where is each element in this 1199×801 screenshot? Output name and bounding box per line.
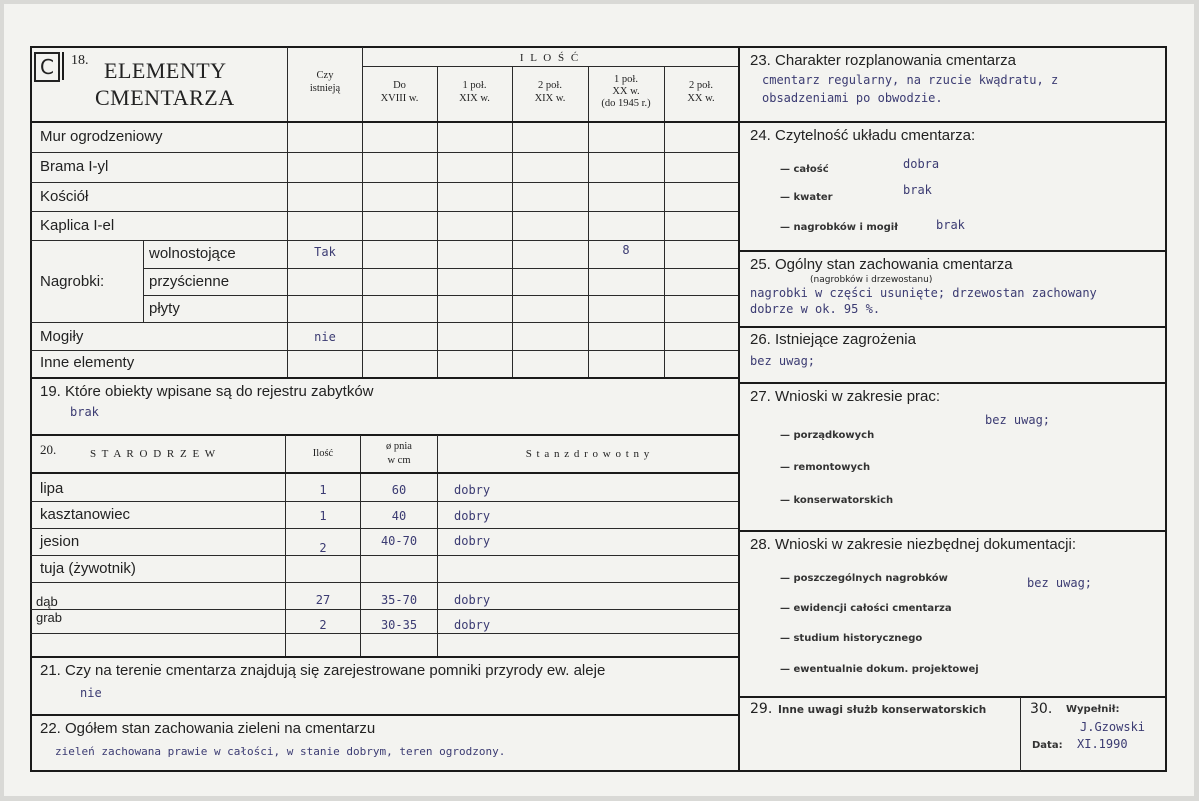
s21-value: nie <box>80 686 102 700</box>
s29-number: 29. <box>750 701 773 717</box>
s25-line1: nagrobki w części usunięte; drzewostan zachowany <box>750 286 1097 300</box>
tree-state: dobry <box>454 618 491 632</box>
s24-value-calosc: dobra <box>903 157 940 171</box>
s27-item-remontowych: — remontowych <box>780 462 871 473</box>
s21-bottom <box>30 714 738 716</box>
tree-state: dobry <box>454 534 491 548</box>
s30-wypelnil-value: J.Gzowski <box>1080 720 1146 734</box>
period-header-1-l2: XVIII w. <box>380 93 419 104</box>
s24-bottom <box>739 250 1166 252</box>
s23-line2: obsadzeniami po obwodzie. <box>762 91 943 105</box>
s26-title: 26. Istniejące zagrożenia <box>750 331 916 348</box>
period-header-3-l2: XIX w. <box>534 93 566 104</box>
tree-name: jesion <box>40 533 80 550</box>
s18-col-line <box>437 66 438 377</box>
s20-pnia-header-2: w cm <box>387 455 411 466</box>
s18-ilosc-line <box>362 66 738 67</box>
s18-col-line <box>512 66 513 377</box>
s18-col-line <box>664 66 665 377</box>
s18-row-line <box>143 268 738 269</box>
tree-qty: 2 <box>319 541 327 555</box>
s23-bottom <box>739 121 1166 123</box>
s28-item-ewidencji: — ewidencji całości cmentarza <box>780 603 952 614</box>
s18-col-line <box>588 66 589 377</box>
s18-row-line <box>30 322 738 323</box>
frame-bottom <box>30 770 1166 772</box>
s18-czy-istnieja-1: Czy <box>316 70 334 81</box>
value-wolnostojace-1945: 8 <box>622 243 630 257</box>
row-brama: Brama I-yl <box>40 158 109 175</box>
s23-line1: cmentarz regularny, na rzucie kwądratu, z <box>762 73 1059 87</box>
s20-header-line <box>30 472 738 474</box>
s25-line2: dobrze w ok. 95 %. <box>750 302 881 316</box>
s18-row-line <box>30 350 738 351</box>
row-kosciol: Kościół <box>40 188 89 205</box>
period-header-3-l1: 2 poł. <box>538 80 562 91</box>
s18-col-line <box>287 47 288 377</box>
s20-ilosc-header: Ilość <box>312 448 334 459</box>
tree-name: tuja (żywotnik) <box>40 560 136 577</box>
s20-pnia-header-1: ø pnia <box>386 441 412 452</box>
period-header-5-l1: 2 poł. <box>689 80 713 91</box>
s24-title: 24. Czytelność układu cmentarza: <box>750 127 976 144</box>
s18-nagrobki-line <box>143 240 144 322</box>
s25-subtitle: (nagrobków i drzewostanu) <box>810 275 933 285</box>
s28-title: 28. Wnioski w zakresie niezbędnej dokumentacji: <box>750 536 1076 553</box>
row-nagrobki: Nagrobki: <box>40 273 105 290</box>
period-header-2-l2: XIX w. <box>459 93 490 104</box>
s18-title-line1: ELEMENTY <box>104 58 227 83</box>
s29-title: Inne uwagi służb konserwatorskich <box>778 704 987 716</box>
s20-bottom <box>30 656 738 658</box>
s18-row-line <box>30 240 738 241</box>
frame-top <box>30 46 1166 48</box>
s18-czy-istnieja-2: istnieją <box>309 83 341 94</box>
tree-diam: 40-70 <box>380 534 418 548</box>
s20-row-line <box>30 633 738 634</box>
tree-qty: 27 <box>315 593 331 607</box>
s26-value: bez uwag; <box>750 354 816 368</box>
tree-state: dobry <box>454 483 491 497</box>
s25-title: 25. Ogólny stan zachowania cmentarza <box>750 256 1013 273</box>
s20-stan-header: S t a n z d r o w o t n y <box>525 448 651 460</box>
tree-name: kasztanowiec <box>40 506 131 523</box>
row-mur: Mur ogrodzeniowy <box>40 128 163 145</box>
period-header-1-l1: Do <box>393 80 406 91</box>
tree-state: dobry <box>454 593 491 607</box>
s24-item-calosc: — całość <box>780 164 829 175</box>
row-kaplica: Kaplica I-el <box>40 217 115 234</box>
tree-diam: 60 <box>391 483 407 497</box>
s24-item-nagrobkow: — nagrobków i mogił <box>780 222 898 233</box>
s18-number: 18. <box>71 53 89 68</box>
s20-col-line <box>437 435 438 656</box>
s18-bottom <box>30 377 738 379</box>
s28-item-studium: — studium historycznego <box>780 633 923 644</box>
tree-qty: 2 <box>319 618 327 632</box>
s22-title: 22. Ogółem stan zachowania zieleni na cmentarzu <box>40 720 376 737</box>
s28-value: bez uwag; <box>1027 576 1093 590</box>
value-wolnostojace-czy: Tak <box>314 245 336 259</box>
s28-item-projektowej: — ewentualnie dokum. projektowej <box>780 664 979 675</box>
s18-header-line <box>30 121 738 123</box>
s27-value: bez uwag; <box>985 413 1051 427</box>
s30-data-label: Data: <box>1032 740 1063 751</box>
row-plyty: płyty <box>149 300 180 317</box>
s28-bottom <box>739 696 1166 698</box>
row-mogily: Mogiły <box>40 328 84 345</box>
frame-middle <box>738 46 740 772</box>
s30-wypelnil-label: Wypełnił: <box>1066 704 1120 715</box>
s18-row-line <box>30 211 738 212</box>
s28-item-nagrobkow: — poszczególnych nagrobków <box>780 573 948 584</box>
s29-s30-divider <box>1020 697 1021 771</box>
s21-title: 21. Czy na terenie cmentarza znajdują się zarejestrowane pomniki przyrody ew. aleje <box>40 662 606 679</box>
s30-data-value: XI.1990 <box>1077 737 1128 751</box>
frame-left <box>30 46 32 772</box>
s24-item-kwater: — kwater <box>780 192 833 203</box>
s24-value-kwater: brak <box>903 183 932 197</box>
s22-value: zieleń zachowana prawie w całości, w stanie dobrym, teren ogrodzony. <box>55 745 506 758</box>
row-inne: Inne elementy <box>40 354 135 371</box>
period-header-4-l3: (do 1945 r.) <box>601 98 651 109</box>
tree-diam: 30-35 <box>380 618 418 632</box>
s20-row-line <box>30 609 738 610</box>
period-header-5-l2: XX w. <box>687 93 715 104</box>
tree-name: lipa <box>40 480 64 497</box>
s20-row-line <box>30 582 738 583</box>
s20-number: 20. <box>40 442 57 457</box>
tree-state: dobry <box>454 509 491 523</box>
s27-title: 27. Wnioski w zakresie prac: <box>750 388 941 405</box>
s24-value-nagrobkow: brak <box>936 218 965 232</box>
s23-title: 23. Charakter rozplanowania cmentarza <box>750 52 1016 69</box>
s19-title: 19. Które obiekty wpisane są do rejestru zabytków <box>40 383 374 400</box>
s18-row-line <box>143 295 738 296</box>
s25-bottom <box>739 326 1166 328</box>
value-mogily-czy: nie <box>314 330 336 344</box>
s20-title: S T A R O D R Z E W <box>90 448 217 460</box>
row-przyscienne: przyścienne <box>149 273 230 290</box>
tree-qty: 1 <box>319 509 327 523</box>
tree-diam: 35-70 <box>380 593 418 607</box>
s27-item-porzadkowych: — porządkowych <box>780 430 875 441</box>
s19-bottom <box>30 434 738 436</box>
s18-ilosc-header: I L O Ś Ć <box>519 52 581 64</box>
s20-row-line <box>30 501 738 502</box>
category-badge: C <box>34 52 60 82</box>
period-header-2-l1: 1 poł. <box>462 80 487 91</box>
s20-row-line <box>30 555 738 556</box>
row-wolnostojace: wolnostojące <box>149 245 236 262</box>
tree-diam: 40 <box>391 509 407 523</box>
s30-number: 30. <box>1030 701 1053 717</box>
tree-name: grab <box>36 610 63 625</box>
tree-name: dąb <box>36 594 58 609</box>
period-header-4-l1: 1 poł. <box>614 74 638 85</box>
frame-right <box>1165 46 1167 772</box>
s27-bottom <box>739 530 1166 532</box>
s18-title-line2: CMENTARZA <box>95 85 235 110</box>
s20-row-line <box>30 528 738 529</box>
s18-row-line <box>30 182 738 183</box>
tree-qty: 1 <box>319 483 327 497</box>
s19-value: brak <box>70 405 99 419</box>
s18-row-line <box>30 152 738 153</box>
s26-bottom <box>739 382 1166 384</box>
period-header-4-l2: XX w. <box>612 86 640 97</box>
s27-item-konserwatorskich: — konserwatorskich <box>780 495 894 506</box>
badge-separator <box>62 52 64 80</box>
